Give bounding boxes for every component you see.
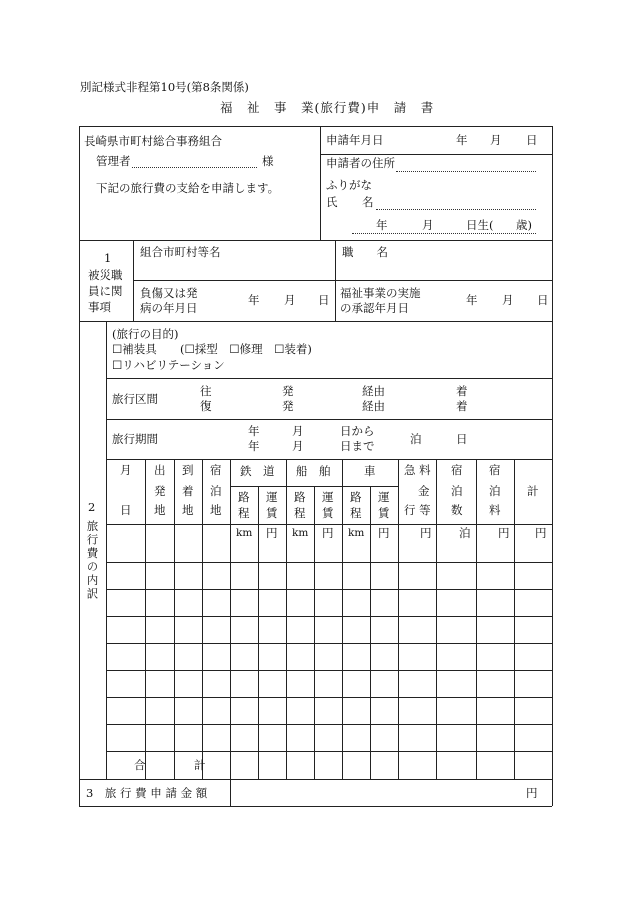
col-line [476,459,477,779]
col-line [202,459,203,779]
col-car-fare-1: 運 [378,490,390,504]
total-row-label-1: 合 [134,758,146,772]
col-ship-distance-2: 程 [294,506,306,520]
col-ship: 船 舶 [296,464,331,478]
unit-total-yen: 円 [535,526,547,540]
col-line [145,459,146,779]
period-from-month: 月 [292,424,304,438]
route-back-via: 経由 [362,399,385,413]
injury-month: 月 [284,293,296,307]
unit-rail-yen: 円 [266,526,278,540]
period-nights: 泊 [410,432,422,446]
municipality-label: 組合市町村等名 [140,245,221,259]
application-date-day: 日 [526,133,538,147]
col-stay-1: 宿 [210,463,222,477]
rehab-checkbox[interactable]: ☐リハビリテーション [112,358,225,372]
frame-right [552,126,553,806]
col-nights-2: 泊 [451,484,463,498]
col-rail-distance-2: 程 [238,506,250,520]
route-out: 往 [200,384,212,398]
form-number: 別記様式非程第10号(第8条関係) [80,80,249,94]
period-day-from: 日から [340,424,375,438]
sama-label: 様 [262,154,274,168]
sec3-divider [230,779,231,806]
col-month: 月 [120,463,132,477]
application-date-year: 年 [456,133,468,147]
col-urgent-3: 行 等 [404,503,431,517]
detail-row-line [106,616,552,617]
purpose-heading: (旅行の目的) [112,327,179,341]
age-suffix: 歳) [516,218,532,232]
detail-row-line [106,589,552,590]
injury-label-1: 負傷又は発 [140,286,198,300]
name-field[interactable] [376,209,536,210]
injury-year: 年 [248,293,260,307]
sec2-label-divider [106,321,107,779]
unit-ship-yen: 円 [322,526,334,540]
sec3-label: 3 旅 行 費 申 請 金 額 [86,786,208,800]
injury-day: 日 [318,293,330,307]
col-lodging-3: 料 [489,503,501,517]
detail-row-line [106,670,552,671]
welfare-year: 年 [466,293,478,307]
route-out-depart: 発 [282,384,294,398]
position-label: 職 名 [342,245,388,259]
unit-lodging-yen: 円 [498,526,510,540]
name-label-mei: 名 [362,195,374,209]
period-from-year: 年 [248,424,260,438]
detail-row-line [106,697,552,698]
unit-rail-km: km [236,527,253,539]
col-urgent-2: 金 [418,484,430,498]
detail-row-line [106,751,552,752]
col-car-distance-1: 路 [350,490,362,504]
col-line [514,459,515,779]
col-stay-3: 地 [210,503,222,517]
transport-subheader-line [230,486,398,487]
col-stay-2: 泊 [210,484,222,498]
detail-header-bottom [106,524,552,525]
col-depart-1: 出 [154,463,166,477]
col-ship-distance-1: 路 [294,490,306,504]
col-depart-3: 地 [154,503,166,517]
sec2-vertical-label: 旅行費の内訳 [85,520,100,601]
col-depart-2: 発 [154,484,166,498]
col-ship-fare-2: 賃 [322,506,334,520]
header-row-line [320,154,552,155]
sec3-unit: 円 [526,786,538,800]
col-line [436,459,437,779]
frame-top [79,126,552,127]
col-line [258,486,259,779]
period-until-year: 年 [248,439,260,453]
sec2-period-bottom [106,459,552,460]
route-out-via: 経由 [362,384,385,398]
application-date-label: 申請年月日 [326,133,384,147]
frame-bottom [79,806,552,807]
total-row-label-2: 計 [194,758,206,772]
col-line [370,486,371,779]
sec2-bottom [79,779,552,780]
col-day: 日 [120,503,132,517]
birth-year: 年 [376,218,388,232]
sec1-label-line2: 員に関 [88,284,123,298]
header-bottom [79,240,552,241]
detail-row-line [106,643,552,644]
sec1-label-line1: 被災職 [88,268,123,282]
address-field[interactable] [396,171,536,172]
header-divider [320,126,321,240]
injury-label-2: 病の年月日 [140,301,198,315]
sec1-label-line3: 事項 [88,300,111,314]
col-lodging-1: 宿 [489,463,501,477]
route-back: 復 [200,399,212,413]
application-date-month: 月 [490,133,502,147]
welfare-label-1: 福祉事業の実施 [340,286,421,300]
period-until-month: 月 [292,439,304,453]
col-ship-fare-1: 運 [322,490,334,504]
address-label: 申請者の住所 [326,156,395,170]
welfare-label-2: の承認年月日 [340,301,409,315]
period-days: 日 [456,432,468,446]
col-line [174,459,175,779]
welfare-month: 月 [502,293,514,307]
period-label: 旅行期間 [112,432,158,446]
col-lodging-2: 泊 [489,484,501,498]
unit-urgent-yen: 円 [420,526,432,540]
route-label: 旅行区間 [112,392,158,406]
col-arrive-2: 着 [182,484,194,498]
col-line [342,459,343,779]
manager-label: 管理者 [96,154,131,168]
unit-ship-km: km [292,527,309,539]
welfare-day: 日 [537,293,549,307]
sec1-number: 1 [104,251,112,265]
unit-car-yen: 円 [378,526,390,540]
sec2-purpose-bottom [106,378,552,379]
request-text: 下記の旅行費の支給を申請します。 [96,181,280,195]
col-line [230,459,231,779]
equipment-checkbox[interactable]: ☐補装具 [112,342,157,356]
detail-row-line [106,724,552,725]
col-rail-fare-1: 運 [266,490,278,504]
col-nights-3: 数 [451,503,463,517]
sec1-row-line [133,280,552,281]
route-back-depart: 発 [282,399,294,413]
col-car: 車 [364,464,376,478]
col-rail-fare-2: 賃 [266,506,278,520]
col-line [314,486,315,779]
page-title: 福 祉 事 業(旅行費)申 請 書 [220,100,435,115]
sec2-route-bottom [106,419,552,420]
col-car-fare-2: 賃 [378,506,390,520]
birth-suffix: 日生( [466,218,494,232]
unit-car-km: km [348,527,365,539]
birthdate-field[interactable] [352,233,536,234]
col-total: 計 [527,484,539,498]
col-line [286,459,287,779]
union-name: 長崎県市町村総合事務組合 [84,134,222,148]
name-label-shi: 氏 [326,195,338,209]
col-railway: 鉄 道 [240,464,275,478]
frame-left [79,126,80,806]
manager-name-field[interactable] [132,167,257,168]
col-nights-1: 宿 [451,463,463,477]
col-arrive-3: 地 [182,503,194,517]
col-line [398,459,399,779]
route-out-arrive: 着 [456,384,468,398]
equipment-sub-options[interactable]: (☐採型 ☐修理 ☐装着) [180,342,312,356]
period-day-until: 日まで [340,439,375,453]
sec2-number: 2 [88,500,96,514]
col-urgent-1: 急 料 [404,463,431,477]
col-rail-distance-1: 路 [238,490,250,504]
birth-month: 月 [422,218,434,232]
col-car-distance-2: 程 [350,506,362,520]
sec1-bottom [79,321,552,322]
col-arrive-1: 到 [182,463,194,477]
unit-nights: 泊 [459,526,471,540]
detail-row-line [106,562,552,563]
furigana-label: ふりがな [326,178,372,192]
route-back-arrive: 着 [456,399,468,413]
